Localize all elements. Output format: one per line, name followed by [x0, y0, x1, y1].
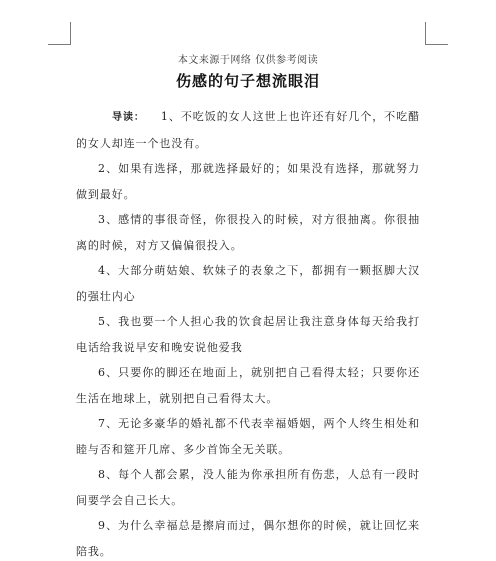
source-note: 本文来源于网络 仅供参考阅读 [177, 55, 319, 66]
paragraph-7: 7、无论多豪华的婚礼都不代表幸福婚姻，两个人终生相处和睦与否和筵开几席、多少首饰全无关联。 [76, 417, 420, 456]
paragraph-5: 5、我也要一个人担心我的饮食起居让我注意身体每天给我打电话给我说早安和晚安说他爱我 [76, 315, 420, 354]
paragraph-4: 4、大部分萌姑娘、软妹子的表象之下，都拥有一颗抠脚大汉的强壮内心 [76, 264, 420, 303]
intro-label: 导读： [112, 112, 145, 123]
paragraph-3: 3、感情的事很奇怪，你很投入的时候，对方很抽离。你很抽离的时候，对方又偏偏很投入。 [76, 213, 420, 252]
paragraph-text: 1、不吃饭的女人这世上也许还有好几个，不吃醋的女人却连一个也没有。 [76, 110, 420, 150]
document-body [76, 104, 420, 561]
paragraph-8: 8、每个人都会累，没人能为你承担所有伤悲，人总有一段时间要学会自己长大。 [76, 468, 420, 507]
document-title: 伤感的句子想流眼泪 [175, 72, 320, 90]
paragraph-1 [76, 104, 420, 156]
paragraph-2: 2、如果有选择，那就选择最好的；如果没有选择，那就努力做到最好。 [76, 162, 420, 201]
paragraph-6: 6、只要你的脚还在地面上，就别把自己看得太轻；只要你还生活在地球上，就别把自己看得太大。 [76, 366, 420, 405]
paragraph-9: 9、为什么幸福总是擦肩而过，偶尔想你的时候，就让回忆来陪我。 [76, 519, 420, 558]
page-corner-mark-top-right [425, 22, 448, 45]
page-corner-mark-top-left [48, 22, 71, 45]
